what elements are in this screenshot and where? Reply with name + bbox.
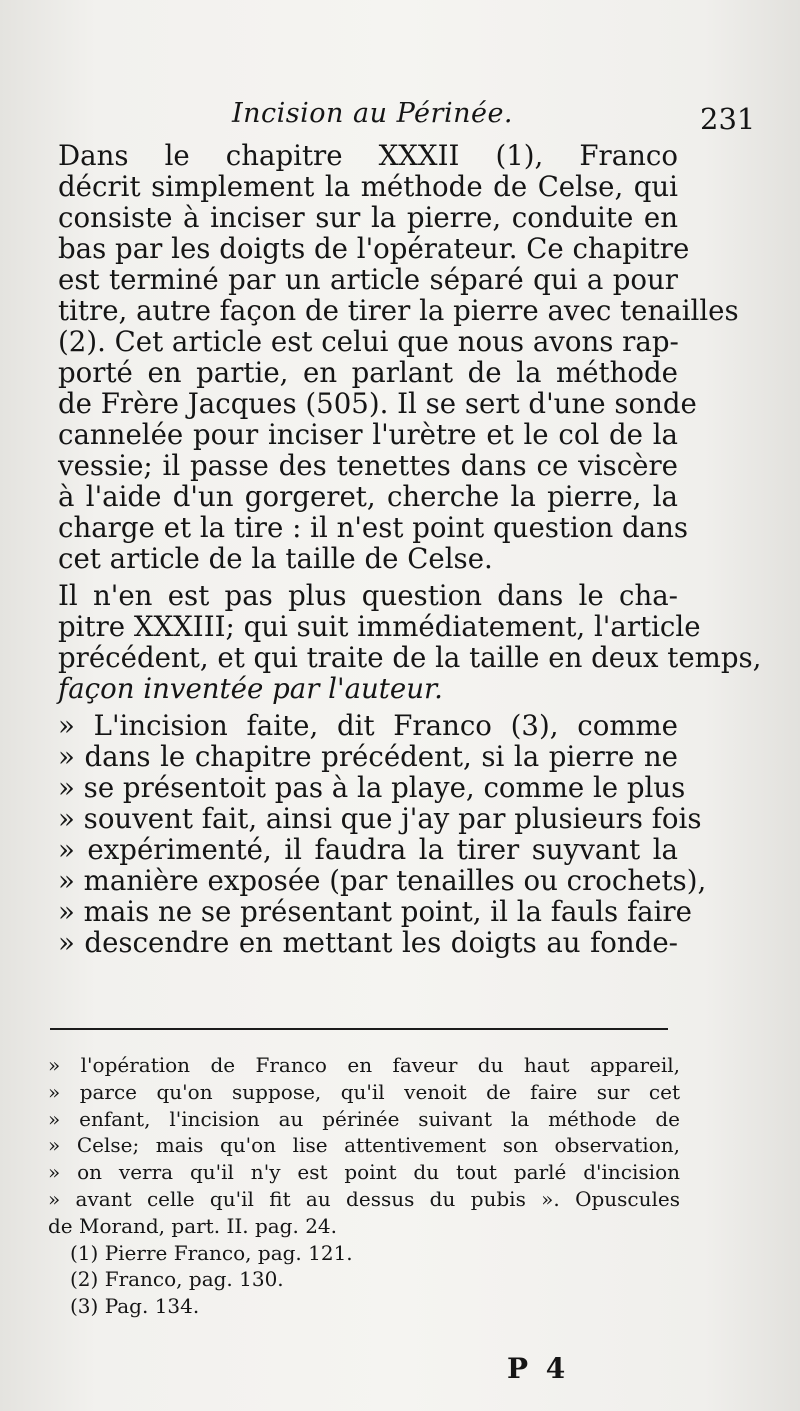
text-line: » mais ne se présentant point, il la fauls faire (58, 895, 692, 928)
text-line: à l'aide d'un gorgeret, cherche la pierre, la (58, 480, 678, 513)
text-line: cannelée pour inciser l'urètre et le col de la (58, 418, 678, 451)
note-line: » enfant, l'incision au périnée suivant la méthode de (48, 1106, 680, 1131)
note-line: » avant celle qu'il fit au dessus du pubis ». Opuscules (48, 1186, 680, 1211)
text-line: (2). Cet article est celui que nous avons rap- (58, 325, 679, 358)
quoted-paragraph (58, 709, 707, 959)
running-head: Incision au Périnée. (232, 98, 514, 129)
footnote-1: (1) Pierre Franco, pag. 121. (70, 1240, 353, 1265)
note-line: » on verra qu'il n'y est point du tout parlé d'incision (48, 1160, 680, 1185)
text-line: charge et la tire : il n'est point question dans (58, 511, 689, 544)
text-line: » descendre en mettant les doigts au fonde- (58, 926, 678, 959)
note-line: » Celse; mais qu'on lise attentivement son observation, (48, 1133, 680, 1158)
note-line: de Morand, part. II. pag. 24. (48, 1213, 338, 1238)
paragraph (58, 579, 762, 705)
text-line: » L'incision faite, dit Franco (3), comme (58, 709, 678, 742)
text-line: porté en partie, en parlant de la méthode (58, 356, 678, 389)
main-text (58, 139, 762, 959)
text-line: est terminé par un article séparé qui a pour (58, 263, 678, 296)
text-line: façon inventée par l'auteur. (58, 672, 443, 705)
text-line: consiste à inciser sur la pierre, conduite en (58, 201, 678, 234)
note-line: » l'opération de Franco en faveur du haut appareil, (48, 1053, 680, 1077)
text-line: pitre XXXIII; qui suit immédiatement, l'article (58, 610, 701, 643)
notes-area (48, 1052, 680, 1320)
text-line: cet article de la taille de Celse. (58, 542, 493, 575)
signature-mark: P 4 (507, 1352, 570, 1385)
text-line: Il n'en est pas plus question dans le cha- (58, 579, 678, 612)
text-line: » manière exposée (par tenailles ou crochets), (58, 864, 707, 897)
text-line: » dans le chapitre précédent, si la pierre ne (58, 740, 678, 773)
note-line: » parce qu'on suppose, qu'il venoit de faire sur cet (48, 1079, 680, 1104)
footnote-2: (2) Franco, pag. 130. (70, 1267, 284, 1292)
footnote-rule (50, 1028, 668, 1030)
text-line: titre, autre façon de tirer la pierre avec tenailles (58, 294, 739, 327)
text-line: bas par les doigts de l'opérateur. Ce chapitre (58, 232, 690, 265)
page-number: 231 (700, 102, 756, 136)
paragraph (58, 139, 739, 575)
text-line: Dans le chapitre XXXII (1), Franco (58, 139, 678, 172)
text-line: » se présentoit pas à la playe, comme le plus (58, 771, 686, 804)
text-line: vessie; il passe des tenettes dans ce viscère (58, 449, 678, 482)
text-line: » expérimenté, il faudra la tirer suyvant la (58, 833, 678, 866)
text-line: » souvent fait, ainsi que j'ay par plusieurs fois (58, 802, 702, 835)
text-line: précédent, et qui traite de la taille en deux temps, (58, 641, 762, 674)
text-line: de Frère Jacques (505). Il se sert d'une sonde (58, 387, 697, 420)
footnote-3: (3) Pag. 134. (70, 1294, 200, 1319)
text-line: décrit simplement la méthode de Celse, qui (58, 170, 678, 203)
